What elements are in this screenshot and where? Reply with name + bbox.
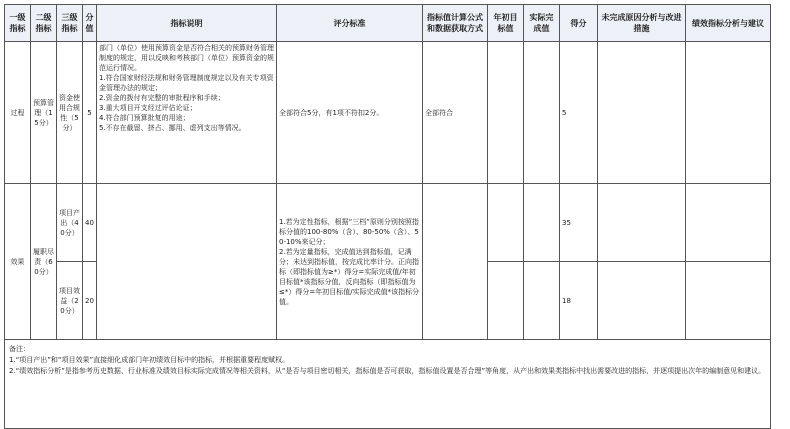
table-row-notes: [5, 340, 771, 429]
header-reason: 未完成原因分析与改进措施: [598, 5, 686, 42]
effect-method: [423, 184, 488, 340]
process-got: 5: [560, 42, 598, 184]
effect-standard: 1.若为定性指标，根据“三档”原则分别按照指标分值的100-80%（含）、80-50%（含）、50-10%来记分； 2.若为定量指标，完成值达到指标值，记满分；未达到指标值，按完成比率计分。正向指标（即指标值为≥*）得分=实际完成值/年初目标值*该指标分值，反向指标（即指标值为≤*）得分=年初目标值/实际完成值*该指标分值。: [277, 184, 423, 340]
effect-output-suggest: [686, 184, 771, 262]
process-level1: 过程: [5, 42, 31, 184]
process-desc: 部门（单位）使用预算资金是否符合相关的预算财务管理制度的规定，用以反映和考核部门（单位）预算资金的规范运行情况。 1.符合国家财经法规和财务管理制度规定以及有关专项资金管理办法的规定； 2.资金的拨付有完整的审批程序和手续； 3.重大项目开支经过评估论证； 4.符合部门预算批复的用途； 5.不存在截留、挤占、挪用、虚列支出等情况。: [97, 42, 277, 184]
effect-benefit-target: [488, 262, 524, 340]
effect-benefit-score: 20: [83, 262, 97, 340]
header-actual: 实际完成值: [524, 5, 560, 42]
header-level3: 三级指标: [57, 5, 83, 42]
effect-level2: 履职尽责（60分）: [31, 184, 57, 340]
effect-benefit-got: 18: [560, 262, 598, 340]
header-level1: 一级指标: [5, 5, 31, 42]
header-standard: 评分标准: [277, 5, 423, 42]
header-desc: 指标说明: [97, 5, 277, 42]
effect-benefit-suggest: [686, 262, 771, 340]
notes: 备注： 1.“项目产出”和“项目效果”直接细化成部门年初绩效目标中的指标，并根据重要程度赋权。 2.“绩效指标分析”是指参考历史数据、行业标准及绩效目标实际完成情况等相关资料，从“是否与项目密切相关，指标值是否可获取，指标值设置是否合理”等角度，从产出和效果类指标中找出需要改进的指标，并逐项提出次年的编制意见和建议。: [5, 340, 771, 429]
process-reason: [598, 42, 686, 184]
process-standard: 全部符合5分，有1项不符扣2分。: [277, 42, 423, 184]
process-score: 5: [83, 42, 97, 184]
process-target: [488, 42, 524, 184]
header-level2: 二级指标: [31, 5, 57, 42]
header-method: 指标值计算公式和数据获取方式: [423, 5, 488, 42]
effect-desc: [97, 184, 277, 340]
process-suggest: [686, 42, 771, 184]
process-method: 全部符合: [423, 42, 488, 184]
header-suggest: 绩效指标分析与建议: [686, 5, 771, 42]
effect-output-reason: [598, 184, 686, 262]
effect-benefit-level3: 项目效益（20分）: [57, 262, 83, 340]
header-got: 得分: [560, 5, 598, 42]
table-row-process: [5, 42, 771, 184]
process-level3: 资金使用合规性（5分）: [57, 42, 83, 184]
header-target: 年初目标值: [488, 5, 524, 42]
effect-output-actual: [524, 184, 560, 262]
performance-evaluation-table: [4, 4, 771, 429]
effect-benefit-actual: [524, 262, 560, 340]
process-level2: 预算管理（15分）: [31, 42, 57, 184]
process-actual: [524, 42, 560, 184]
effect-output-level3: 项目产出（40分）: [57, 184, 83, 262]
effect-output-score: 40: [83, 184, 97, 262]
header-score: 分值: [83, 5, 97, 42]
table-row-effect-output: [5, 184, 771, 262]
effect-output-target: [488, 184, 524, 262]
header-row: [5, 5, 771, 42]
effect-benefit-reason: [598, 262, 686, 340]
effect-output-got: 35: [560, 184, 598, 262]
effect-level1: 效果: [5, 184, 31, 340]
